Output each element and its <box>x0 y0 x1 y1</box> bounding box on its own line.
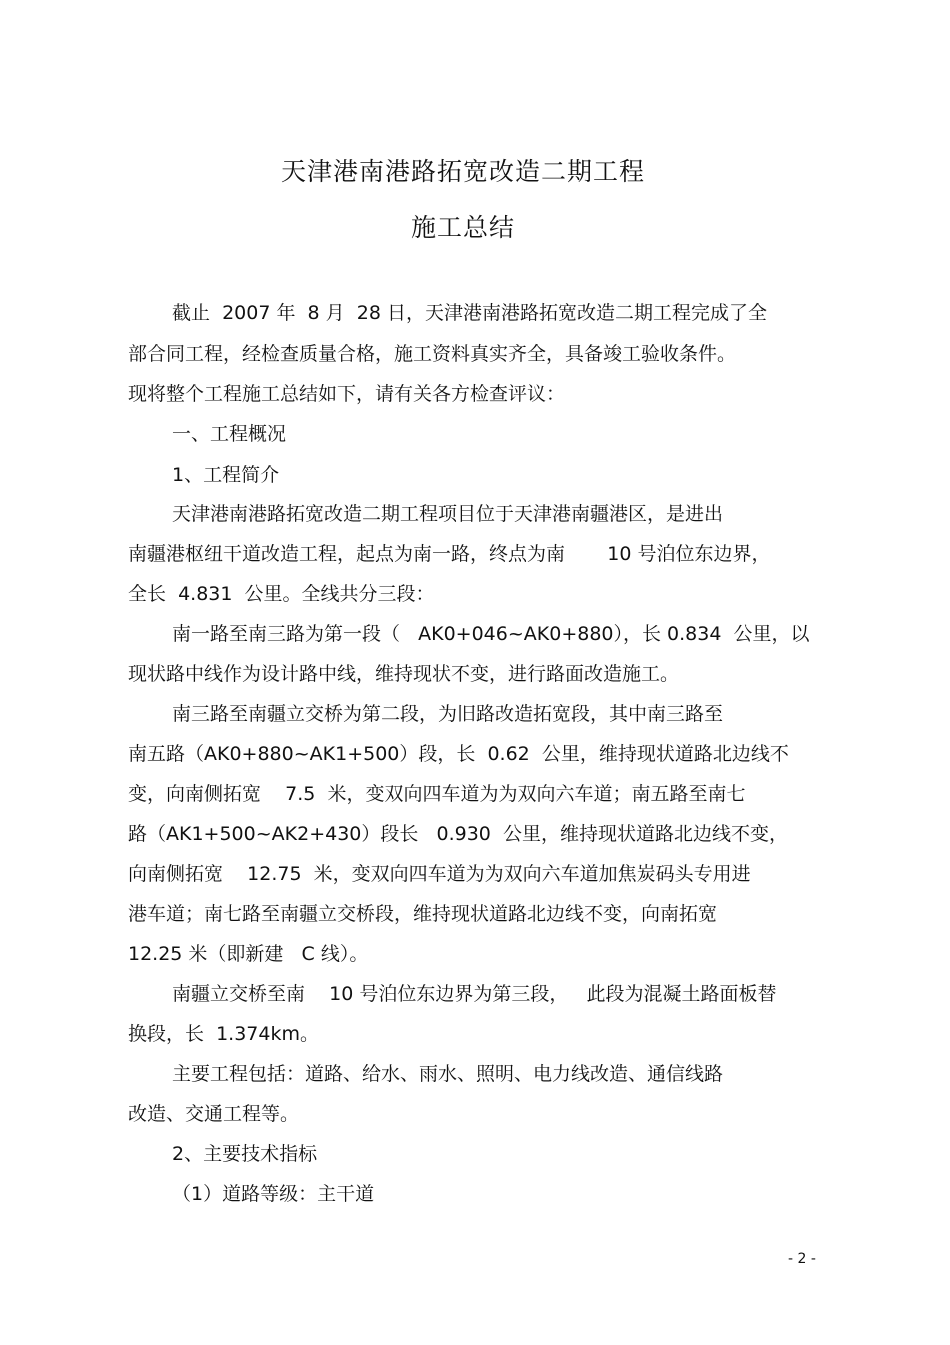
paragraph-line: 换段，长 1.374km。 <box>128 1023 319 1045</box>
paragraph-line: 变，向南侧拓宽 7.5 米，变双向四车道为为双向六车道；南五路至南七 <box>128 783 746 805</box>
paragraph-line: 港车道；南七路至南疆立交桥段，维持现状道路北边线不变，向南拓宽 <box>128 903 718 925</box>
paragraph-line: 南疆立交桥至南 10 号泊位东边界为第三段， 此段为混凝土路面板替 <box>172 983 777 1005</box>
document-subtitle: 施工总结 <box>410 213 515 242</box>
subsection-heading: 1、工程简介 <box>172 464 280 486</box>
paragraph-line: 南五路（AK0+880~AK1+500）段，长 0.62 公里，维持现状道路北边线不 <box>128 743 789 765</box>
list-item: （1）道路等级：主干道 <box>172 1183 375 1205</box>
paragraph-line: 截止 2007 年 8 月 28 日，天津港南港路拓宽改造二期工程完成了全 <box>172 302 767 324</box>
paragraph-line: 天津港南港路拓宽改造二期工程项目位于天津港南疆港区，是进出 <box>172 503 724 525</box>
paragraph-line: 南疆港枢纽干道改造工程，起点为南一路，终点为南 10 号泊位东边界， <box>128 543 771 565</box>
paragraph-line: 12.25 米（即新建 C 线）。 <box>128 943 369 965</box>
paragraph-line: 向南侧拓宽 12.75 米，变双向四车道为为双向六车道加焦炭码头专用进 <box>128 863 751 885</box>
paragraph-line: 主要工程包括：道路、给水、雨水、照明、电力线改造、通信线路 <box>172 1063 724 1085</box>
document-title: 天津港南港路拓宽改造二期工程 <box>280 157 645 186</box>
paragraph-line: 现将整个工程施工总结如下，请有关各方检查评议： <box>128 383 566 405</box>
paragraph-line: 现状路中线作为设计路中线，维持现状不变，进行路面改造施工。 <box>128 663 680 685</box>
paragraph-line: 全长 4.831 公里。全线共分三段： <box>128 583 435 605</box>
paragraph-line: 改造、交通工程等。 <box>128 1103 300 1125</box>
page-number: - 2 - <box>788 1251 816 1267</box>
paragraph-line: 南一路至南三路为第一段（ AK0+046~AK0+880），长 0.834 公里，以 <box>172 623 810 645</box>
section-heading: 一、工程概况 <box>172 423 287 445</box>
paragraph-line: 南三路至南疆立交桥为第二段，为旧路改造拓宽段，其中南三路至 <box>172 703 724 725</box>
paragraph-line: 路（AK1+500~AK2+430）段长 0.930 公里，维持现状道路北边线不变， <box>128 823 788 845</box>
paragraph-line: 部合同工程，经检查质量合格，施工资料真实齐全，具备竣工验收条件。 <box>128 343 737 365</box>
subsection-heading: 2、主要技术指标 <box>172 1143 318 1165</box>
